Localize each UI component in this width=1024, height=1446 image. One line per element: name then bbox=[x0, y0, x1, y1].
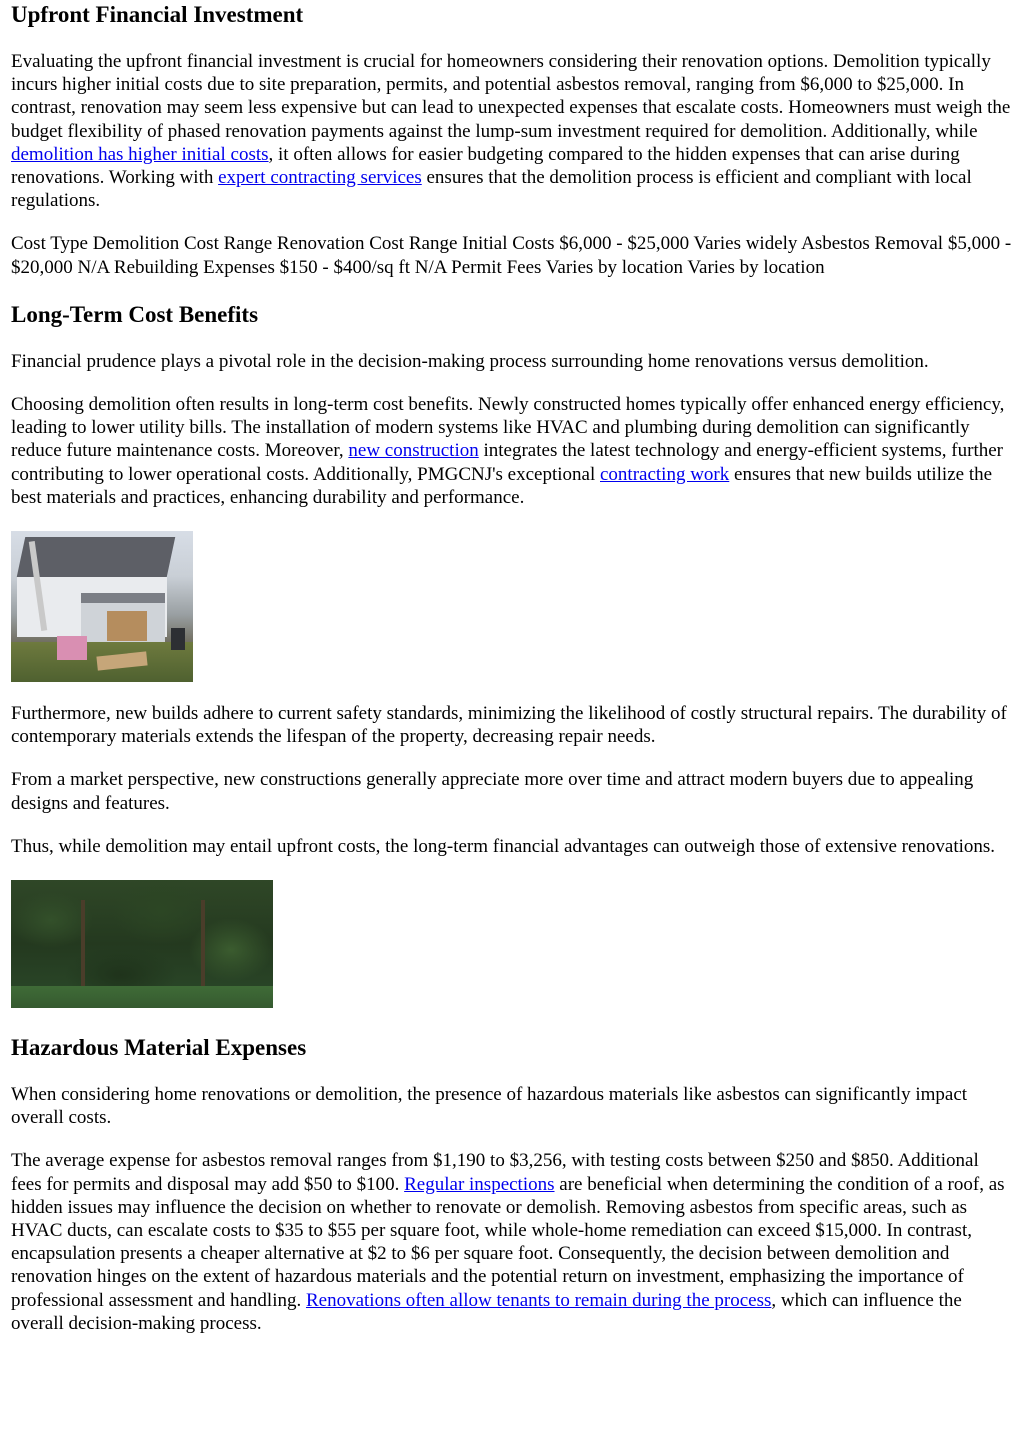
text-span: , it often allows for easier budgeting compared to the hidden expenses that can arise during renovations. Working with bbox=[11, 143, 960, 189]
heading-hazardous-material-expenses: Hazardous Material Expenses bbox=[11, 1035, 307, 1061]
paragraph-upfront-intro bbox=[11, 50, 1014, 212]
heading-upfront-financial-investment: Upfront Financial Investment bbox=[11, 2, 304, 27]
link-expert-contracting-services[interactable]: expert contracting services bbox=[218, 167, 422, 189]
text-span: ensures that the demolition process is efficient and compliant with local regulations. bbox=[11, 167, 972, 212]
paragraph-market-perspective: From a market perspective, new constructions generally appreciate more over time and attract modern buyers due to appealing designs and features. bbox=[11, 769, 974, 814]
link-contracting-work[interactable]: contracting work bbox=[600, 463, 730, 485]
paragraph-hazardous-intro: When considering home renovations or demolition, the presence of hazardous materials like asbestos can significantly impact overall costs. bbox=[11, 1084, 968, 1129]
text-span: are beneficial when determining the condition of a roof, as hidden issues may influence the decision on whether to renovate or demolish. Removing asbestos from specific areas, such as HVAC ducts, can escalate costs to $35 to $55 per square foot, while whole-home remediation can exceed $15,000. In contrast, encapsulation presents a cheaper alternative at $2 to $6 per square foot. Consequently, the decision between demolition and renovation hinges on the extent of hazardous materials and the potential return on investment, emphasizing the importance of professional assessment and handling. bbox=[11, 1173, 1005, 1311]
overgrown-trees-photo bbox=[11, 880, 273, 1008]
paragraph-financial-prudence: Financial prudence plays a pivotal role in the decision-making process surrounding home renovations versus demolition. bbox=[11, 350, 929, 372]
link-demolition-higher-initial-costs[interactable]: demolition has higher initial costs bbox=[11, 143, 269, 165]
heading-long-term-cost-benefits: Long-Term Cost Benefits bbox=[11, 301, 259, 327]
link-regular-inspections[interactable]: Regular inspections bbox=[404, 1173, 555, 1195]
text-span: Evaluating the upfront financial investment is crucial for homeowners considering their renovation options. Demolition typically incurs higher initial costs due to site preparation, permits, and potential asbestos removal, ranging from $6,000 to $25,000. In contrast, renovation may seem less expensive but can lead to unexpected expenses that escalate costs. Homeowners must weigh the budget flexibility of phased renovation payments against the lump-sum investment required for demolition. Additionally, while bbox=[11, 51, 1011, 142]
paragraph-demolition-benefits bbox=[11, 393, 1014, 509]
house-renovation-photo bbox=[11, 531, 193, 682]
text-span: Choosing demolition often results in long-term cost benefits. Newly constructed homes typically offer enhanced energy efficiency, leading to lower utility bills. The installation of modern systems like HVAC and plumbing during demolition can significantly reduce future maintenance costs. Moreover, bbox=[11, 394, 1005, 462]
link-new-construction[interactable]: new construction bbox=[348, 440, 479, 462]
link-renovations-tenants-remain[interactable]: Renovations often allow tenants to remain during the process bbox=[305, 1289, 772, 1311]
text-span: ensures that new builds utilize the best materials and practices, enhancing durability and performance. bbox=[11, 463, 993, 508]
paragraph-safety-standards: Furthermore, new builds adhere to current safety standards, minimizing the likelihood of costly structural repairs. The durability of contemporary materials extends the lifespan of the property, decreasing repair needs. bbox=[11, 703, 1007, 748]
text-span: integrates the latest technology and energy-efficient systems, further contributing to lower operational costs. Additionally, PMGCNJ's exceptional bbox=[11, 440, 1003, 485]
paragraph-asbestos-costs bbox=[11, 1149, 1014, 1335]
paragraph-cost-table-text: Cost Type Demolition Cost Range Renovation Cost Range Initial Costs $6,000 - $25,000 Varies widely Asbestos Removal $5,000 - $20,000 N/A Rebuilding Expenses $150 - $400/sq ft N/A Permit Fees Varies by location Varies by location bbox=[11, 233, 1012, 278]
text-span: The average expense for asbestos removal ranges from $1,190 to $3,256, with testing costs between $250 and $850. Additional fees for permits and disposal may add $50 to $100. bbox=[11, 1150, 979, 1195]
paragraph-conclusion: Thus, while demolition may entail upfront costs, the long-term financial advantages can outweigh those of extensive renovations. bbox=[11, 835, 996, 857]
text-span: , which can influence the overall decision-making process. bbox=[11, 1289, 962, 1334]
